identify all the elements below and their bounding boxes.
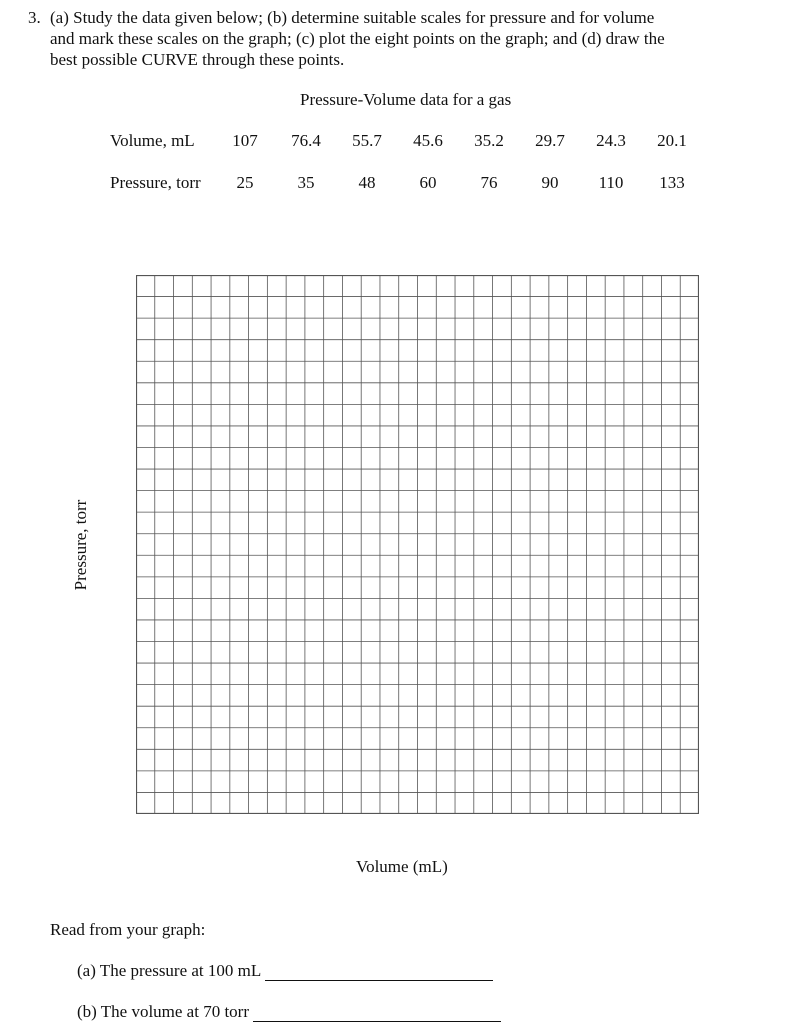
answer-b-blank[interactable]: [253, 1005, 501, 1022]
answer-a: [77, 961, 493, 981]
pressure-cell: 133: [659, 173, 685, 192]
volume-cell: 20.1: [657, 131, 687, 150]
table-title: Pressure-Volume data for a gas: [300, 90, 512, 109]
question-text: [50, 7, 730, 70]
pressure-cell: 25: [236, 173, 254, 192]
volume-row-label: Volume, mL: [110, 131, 195, 150]
question-number: 3.: [28, 8, 41, 27]
question-line-2: and mark these scales on the graph; (c) plot the eight points on the graph; and (d) draw the: [50, 29, 665, 48]
answer-a-prompt: (a) The pressure at 100 mL: [77, 961, 262, 980]
volume-row: [110, 131, 710, 153]
pressure-cell: 110: [598, 173, 624, 192]
answer-b-prompt: (b) The volume at 70 torr: [77, 1002, 250, 1021]
read-heading: Read from your graph:: [50, 920, 206, 939]
pressure-cell: 76: [480, 173, 498, 192]
volume-cell: 55.7: [352, 131, 382, 150]
pressure-cell: 90: [541, 173, 559, 192]
pressure-cell: 60: [419, 173, 437, 192]
y-axis-label: Pressure, torr: [71, 499, 90, 591]
question-line-3: best possible CURVE through these points.: [50, 50, 345, 69]
volume-cell: 35.2: [474, 131, 504, 150]
pressure-cell: 35: [297, 173, 315, 192]
answer-b: [77, 1002, 501, 1022]
volume-cell: 29.7: [535, 131, 565, 150]
answer-a-blank[interactable]: [265, 964, 493, 981]
graph-grid[interactable]: [136, 275, 699, 814]
pressure-row-label: Pressure, torr: [110, 173, 201, 192]
x-axis-label: Volume (mL): [356, 857, 448, 876]
pressure-cell: 48: [358, 173, 376, 192]
question-line-1: (a) Study the data given below; (b) determine suitable scales for pressure and for volume: [50, 8, 655, 27]
volume-cell: 76.4: [291, 131, 321, 150]
volume-cell: 24.3: [596, 131, 626, 150]
pressure-row: [110, 173, 710, 195]
volume-cell: 45.6: [413, 131, 443, 150]
volume-cell: 107: [232, 131, 258, 150]
